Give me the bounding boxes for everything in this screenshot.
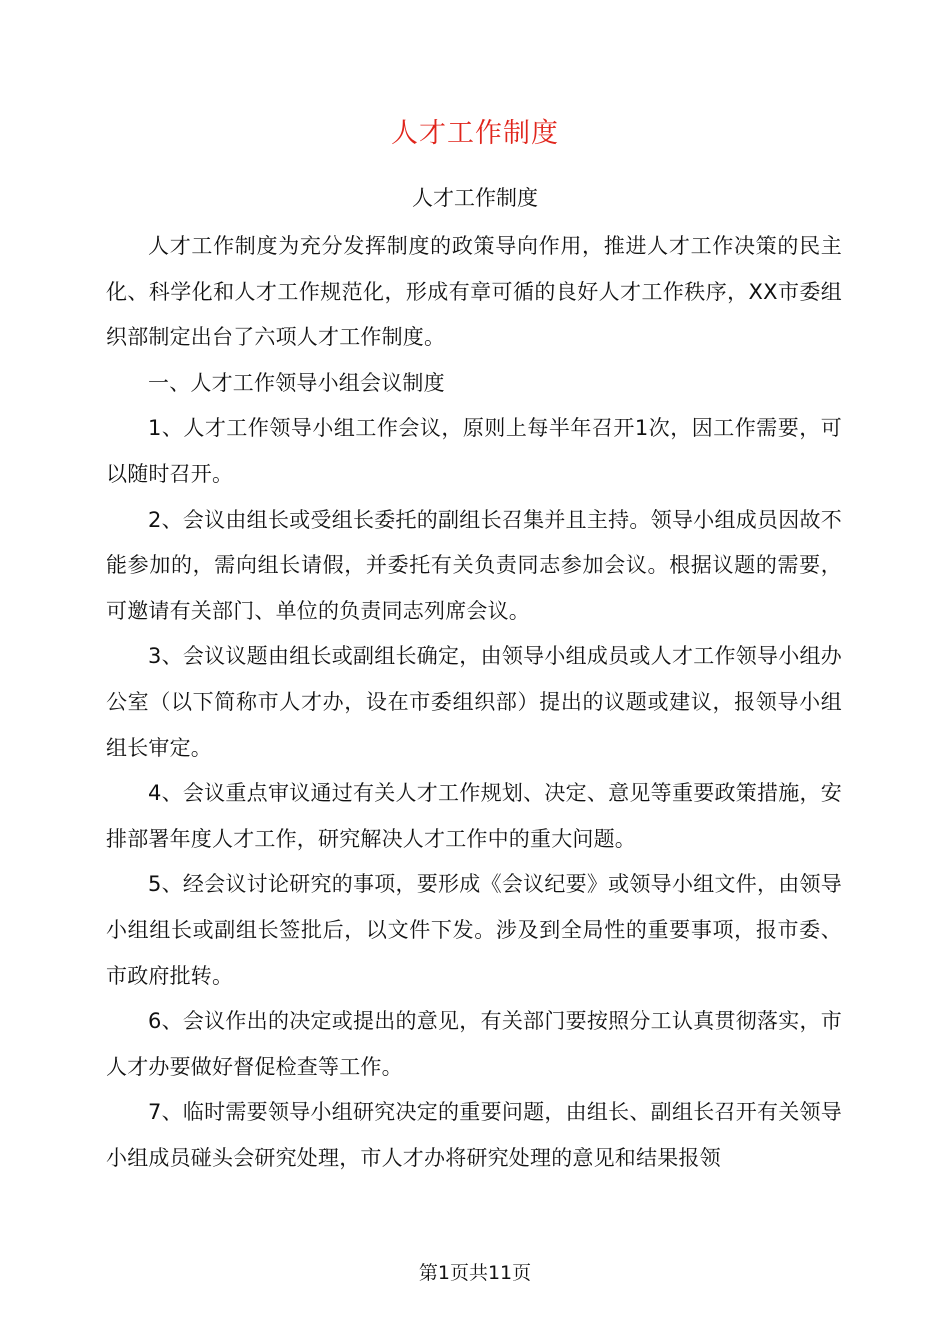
paragraph-item-6: 6、会议作出的决定或提出的意见，有关部门要按照分工认真贯彻落实，市人才办要做好督促检查等工作。 xyxy=(106,1009,842,1079)
page-number-footer: 第1页共11页 xyxy=(418,1262,532,1284)
document-title: 人才工作制度 xyxy=(391,118,559,149)
paragraph-item-1: 1、人才工作领导小组工作会议，原则上每半年召开1次，因工作需要，可以随时召开。 xyxy=(106,416,842,486)
paragraph-item-4: 4、会议重点审议通过有关人才工作规划、决定、意见等重要政策措施，安排部署年度人才工作，研究解决人才工作中的重大问题。 xyxy=(106,781,842,851)
paragraph-item-2: 2、会议由组长或受组长委托的副组长召集并且主持。领导小组成员因故不能参加的，需向组长请假，并委托有关负责同志参加会议。根据议题的需要，可邀请有关部门、单位的负责同志列席会议。 xyxy=(106,507,842,623)
document-subtitle: 人才工作制度 xyxy=(412,186,538,210)
paragraph-item-5: 5、经会议讨论研究的事项，要形成《会议纪要》或领导小组文件，由领导小组组长或副组长签批后，以文件下发。涉及到全局性的重要事项，报市委、市政府批转。 xyxy=(106,872,842,988)
paragraph-intro: 人才工作制度为充分发挥制度的政策导向作用，推进人才工作决策的民主化、科学化和人才工作规范化，形成有章可循的良好人才工作秩序，XX市委组织部制定出台了六项人才工作制度。 xyxy=(106,234,842,350)
paragraph-item-7: 7、临时需要领导小组研究决定的重要问题，由组长、副组长召开有关领导小组成员碰头会研究处理，市人才办将研究处理的意见和结果报领 xyxy=(106,1100,842,1170)
document-body xyxy=(106,224,842,1181)
paragraph-item-3: 3、会议议题由组长或副组长确定，由领导小组成员或人才工作领导小组办公室（以下简称市人才办，设在市委组织部）提出的议题或建议，报领导小组组长审定。 xyxy=(106,644,842,760)
section-heading: 一、人才工作领导小组会议制度 xyxy=(148,370,445,395)
